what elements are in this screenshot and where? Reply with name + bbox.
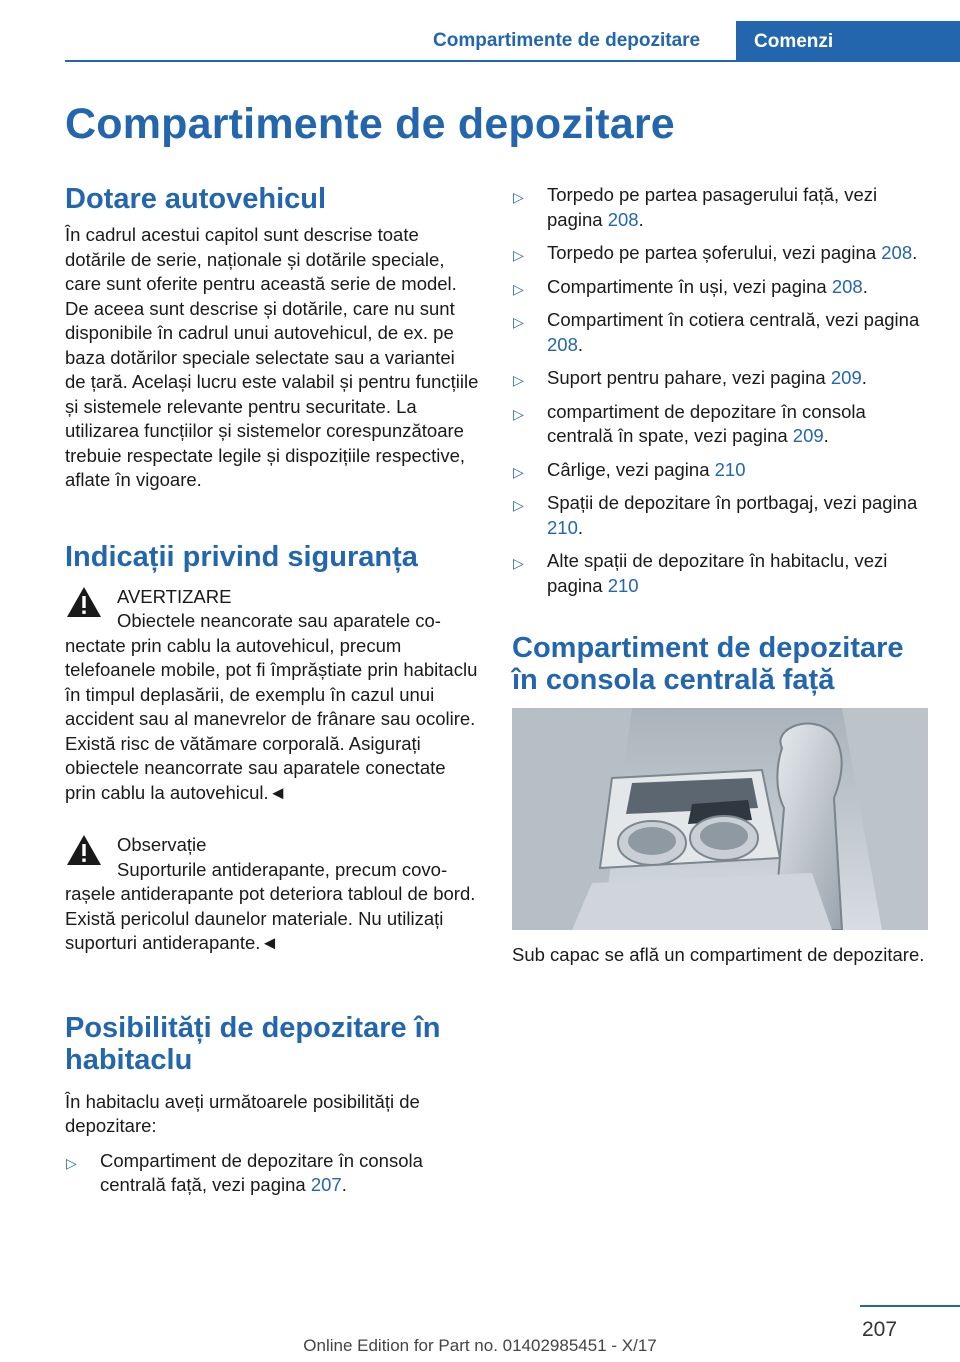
- list-item: ▷ Compartimente în uși, vezi pagina 208.: [512, 275, 928, 300]
- list-item: ▷ Compartiment de depozitare în consola centrală față, vezi pagina 207.: [66, 1149, 423, 1195]
- page-link[interactable]: 208: [547, 333, 578, 355]
- note-text-first: Suporturile antiderapante, precum covo-: [117, 858, 448, 880]
- warning-label: AVERTIZARE: [117, 585, 232, 607]
- list-item: ▷ Compartiment în cotiera centrală, vezi pagina 208.: [513, 309, 920, 355]
- caution-icon: [65, 833, 103, 867]
- list-item: ▷ Torpedo pe partea pasagerului față, vezi pagina 208.: [513, 184, 878, 230]
- page-link[interactable]: 210: [547, 516, 578, 538]
- triangle-bullet-icon: ▷: [513, 280, 524, 297]
- triangle-bullet-icon: ▷: [513, 189, 524, 205]
- storage-intro: În habitaclu aveți următoarele posibilități de depozitare:: [65, 1090, 420, 1136]
- footer-edition: Online Edition for Part no. 01402985451 - X/17: [303, 1336, 657, 1355]
- page-link[interactable]: 208: [831, 275, 863, 297]
- note-text: rașele antiderapante pot deteriora tabloul de bord. Există pericolul daunelor materiale. Nu utilizați suporturi antiderapante.◄: [65, 883, 476, 953]
- list-item: ▷ Torpedo pe partea șoferului, vezi pagina 208.: [512, 241, 928, 266]
- console-heading: Compartiment de depozitare în consola centrală față: [512, 632, 904, 696]
- list-item: ▷ Cârlige, vezi pagina 210: [512, 458, 928, 483]
- triangle-bullet-icon: ▷: [513, 314, 524, 330]
- header-rule: [65, 60, 960, 62]
- warning-text: nectate prin cablu la autovehicul, precum telefoanele mobile, pot fi împrăștiate prin habitaclu în timpul deplasării, de exemplu în cazul unui accident sau al manevrelor de frânare sau ocolire. Există risc de vătămare corporală. Asigurați obiectele neancorrate sau aparatele conectate prin cablu la autovehicul.◄: [65, 634, 478, 803]
- list-item: ▷ Suport pentru pahare, vezi pagina 209.: [512, 366, 928, 391]
- page-link[interactable]: 207: [310, 1174, 342, 1195]
- right-column: [512, 183, 928, 968]
- triangle-bullet-icon: ▷: [513, 555, 524, 571]
- header-section-title: Compartimente de depozitare: [433, 30, 701, 51]
- safety-heading: Indicații privind siguranța: [65, 540, 418, 573]
- triangle-bullet-icon: ▷: [513, 247, 524, 263]
- note-label: Observație: [117, 834, 207, 855]
- center-console-image: [512, 708, 928, 930]
- storage-list-right: [512, 183, 928, 598]
- page-link[interactable]: 210: [714, 458, 746, 480]
- warning-icon: [65, 585, 103, 619]
- header-chapter-tab[interactable]: Comenzi: [736, 21, 960, 62]
- equipment-heading: Dotare autovehicul: [65, 183, 327, 215]
- page-link[interactable]: 208: [881, 242, 913, 263]
- console-caption: Sub capac se află un compartiment de depozitare.: [512, 944, 925, 965]
- note-block: [65, 833, 480, 956]
- list-item: ▷ compartiment de depozitare în consola centrală în spate, vezi pagina 209.: [513, 400, 866, 446]
- left-column: [65, 183, 480, 1207]
- warning-block: [65, 585, 480, 806]
- list-item: ▷ Alte spații de depozitare în habitaclu, vezi pagina 210: [513, 550, 888, 596]
- warning-text-first: Obiectele neancorate sau aparatele co-: [117, 610, 441, 631]
- equipment-text: În cadrul acestui capitol sunt descrise toate dotările de serie, naționale și dotările speciale, care sunt oferite pentru această serie de model. De aceea sunt descrise și dotările, care nu sunt disponibile în cadrul unui autovehicul, de ex. pe baza dotărilor speciale selectate sau a variantei de țară. Același lucru este valabil și pentru funcțiile și sistemele relevante pentru securitate. La utilizarea funcțiilor și sistemelor corespunzătoare trebuie respectate legile și dispozițiile respective, aflate în vigoare.: [65, 224, 479, 490]
- page-link[interactable]: 210: [607, 574, 639, 596]
- triangle-bullet-icon: ▷: [513, 497, 524, 513]
- page-link[interactable]: 209: [830, 367, 862, 388]
- triangle-bullet-icon: ▷: [513, 405, 524, 422]
- page-link[interactable]: 209: [792, 425, 824, 446]
- storage-heading: Posibilități de depozitare în habitaclu: [65, 1011, 441, 1076]
- page-title: Compartimente de depozitare: [65, 100, 675, 148]
- triangle-bullet-icon: ▷: [513, 372, 524, 388]
- triangle-bullet-icon: ▷: [513, 463, 524, 480]
- page-number: 207: [862, 1318, 898, 1341]
- page-number-rule: [860, 1305, 960, 1307]
- page-link[interactable]: 208: [607, 208, 639, 230]
- triangle-bullet-icon: ▷: [66, 1154, 77, 1171]
- console-illustration: [512, 708, 928, 930]
- list-item: ▷ Spații de depozitare în portbagaj, vezi pagina 210.: [513, 492, 918, 538]
- storage-list-left: [65, 1149, 480, 1198]
